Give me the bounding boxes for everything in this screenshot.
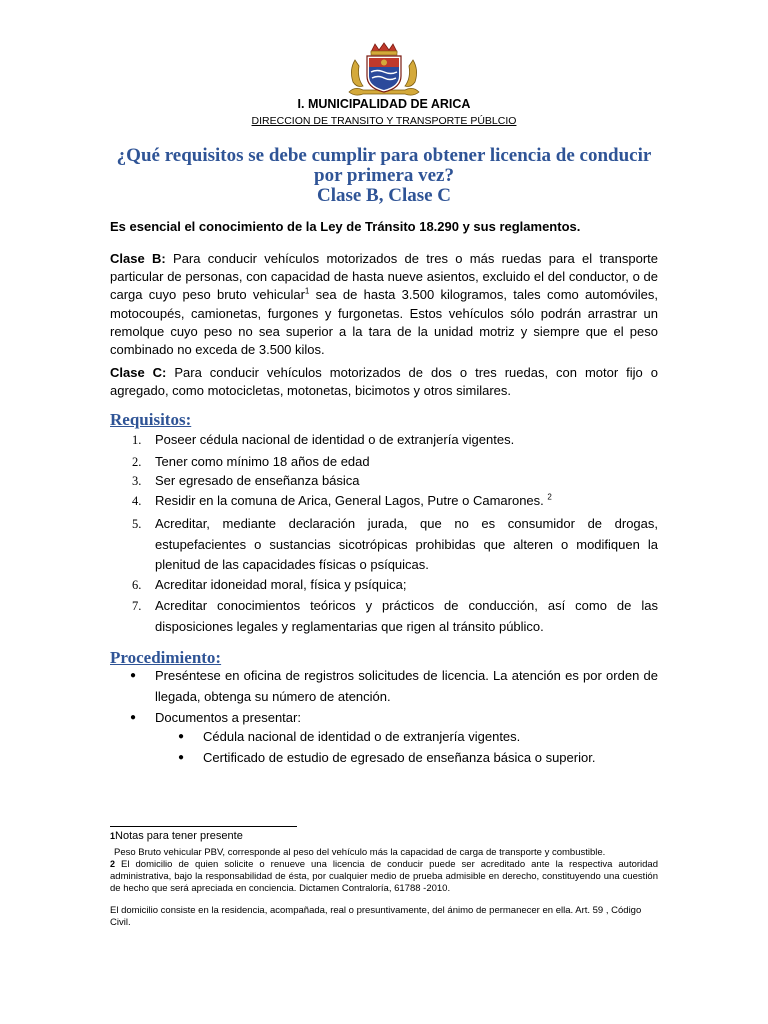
footnote-title-text: Notas para tener presente [115, 830, 243, 842]
footnote-divider [110, 826, 297, 827]
bullet-text: Cédula nacional de identidad o de extranjería vigentes. [203, 729, 521, 744]
footnote-2-extra: El domicilio consiste en la residencia, acompañada, real o presuntivamente, del ánimo de permanecer en ella. Art. 59 , Código Civil. [110, 905, 642, 928]
list-number: 3. [132, 474, 142, 488]
clase-b-text-1: Para conducir vehículos motorizados de tres o más ruedas para el transporte particular de personas, con capacidad de hasta nueve asientos, excluido el del conductor, o de carga cuyo peso bruto vehicular [110, 251, 658, 303]
list-text: Acreditar idoneidad moral, física y psíquica; [155, 577, 407, 592]
bullet-text: Preséntese en oficina de registros solicitudes de licencia. La atención es por orden de llegada, obtenga su número de atención. [155, 668, 658, 704]
list-number: 5. [132, 517, 142, 531]
list-number: 6. [132, 578, 142, 592]
list-text-with-note [155, 491, 658, 512]
bullet-icon: ● [130, 712, 137, 723]
procedimiento-heading: Procedimiento: [110, 648, 222, 667]
crest-icon [345, 42, 423, 100]
list-text: Tener como mínimo 18 años de edad [155, 454, 370, 469]
clase-c-paragraph [110, 364, 658, 400]
department-name: DIRECCION DE TRANSITO Y TRANSPORTE PÚBLCIO [251, 115, 517, 127]
page-title-line-1: ¿Qué requisitos se debe cumplir para obtener licencia de conducir [116, 145, 652, 166]
list-text: Residir en la comuna de Arica, General Lagos, Putre o Camarones. [155, 493, 544, 508]
page-title-line-3: Clase B, Clase C [316, 185, 452, 206]
bullet-icon: ● [178, 731, 185, 742]
list-number: 7. [132, 599, 142, 613]
list-number: 2. [132, 455, 142, 469]
footnote-1-text: Peso Bruto vehicular PBV, corresponde al peso del vehículo más la capacidad de carga de transporte y combustible. [114, 847, 606, 858]
clase-b-paragraph [110, 250, 658, 359]
footnote-1-title [110, 831, 658, 843]
bullet-text: Certificado de estudio de egresado de enseñanza básica o superior. [203, 750, 596, 765]
list-text: Acreditar, mediante declaración jurada, que no es consumidor de drogas, estupefacientes o sustancias sicotrópicas prohibidas que alteren o modifiquen la plenitud de las capacidades físicas o psíquicas. [155, 516, 658, 572]
office-name: I. MUNICIPALIDAD DE ARICA [297, 97, 471, 111]
list-text: Ser egresado de enseñanza básica [155, 473, 360, 488]
footnote-ref-1[interactable]: 1 [304, 287, 310, 297]
intro-paragraph: Es esencial el conocimiento de la Ley de Tránsito 18.290 y sus reglamentos. [110, 219, 581, 234]
clase-b-label: Clase B: [110, 251, 166, 266]
clase-b-text-2: sea de hasta 3.500 kilogramos, tales como automóviles, motocoupés, camionetas, furgones y furgonetas. Estos vehículos sólo podrán arrastrar un remolque cuyo peso no sea superior a la tara de la unidad motriz y siempre que el peso combinado no exceda de 3.500 kilos. [110, 287, 658, 358]
requisitos-heading: Requisitos: [110, 410, 192, 429]
list-text: Acreditar conocimientos teóricos y prácticos de conducción, así como de las disposiciones legales y reglamentarias que rigen al tránsito público. [155, 598, 658, 634]
footnote-2-text: El domicilio de quien solicite o renueve una licencia de conducir puede ser acreditado ante la respectiva autoridad administrativa, bajo la responsabilidad de ésta, por cualquier medio de prueba admisible en derecho, constituyendo una cuestión de hecho que será apreciada en conciencia. Dictamen Contraloría, 61788 -2010. [110, 859, 658, 894]
list-text: Poseer cédula nacional de identidad o de extranjería vigentes. [155, 432, 515, 447]
footnote-mark-1: 1 [110, 831, 116, 841]
footnote-ref-2[interactable]: 2 [547, 492, 552, 502]
bullet-icon: ● [178, 752, 185, 763]
clase-c-label: Clase C: [110, 365, 167, 380]
clase-c-text: Para conducir vehículos motorizados de dos o tres ruedas, con motor fijo o agregado, como motocicletas, motonetas, bicimotos y otros similares. [110, 365, 658, 399]
list-number: 4. [132, 494, 142, 508]
footnote-2 [110, 859, 658, 894]
page-title-line-2: por primera vez? [314, 165, 454, 186]
list-number: 1. [132, 433, 142, 447]
bullet-text: Documentos a presentar: [155, 710, 301, 725]
bullet-icon: ● [130, 670, 137, 681]
footnote-mark-2: 2 [110, 859, 116, 869]
